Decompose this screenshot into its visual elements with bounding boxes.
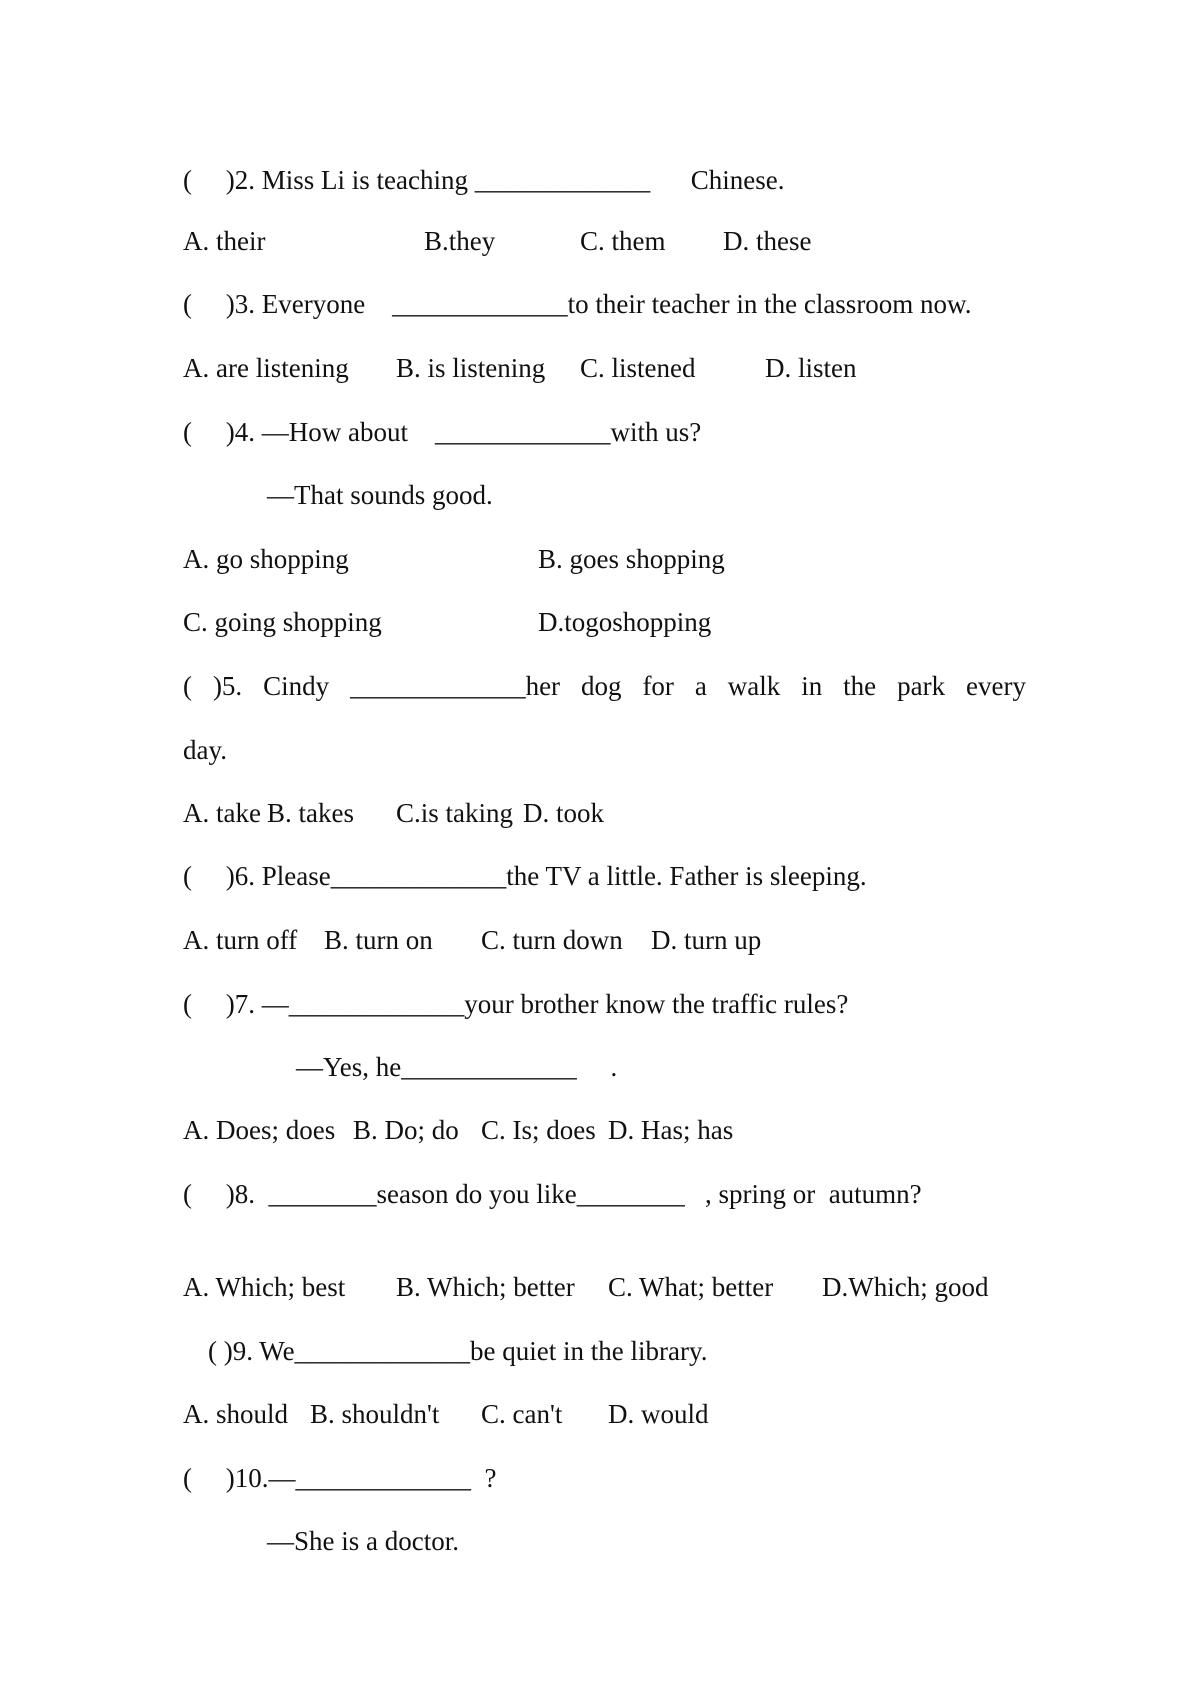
question-10-stem: ( )10.—_____________ ? [183,1463,497,1493]
question-2-option-d: D. these [723,226,812,256]
question-5-option-c: C.is taking [396,798,514,828]
question-8-stem: ( )8. ________season do you like________ , spring or autumn? [183,1179,922,1209]
question-6-option-d: D. turn up [651,925,762,955]
question-5-option-b: B. takes [267,798,354,828]
question-9-option-a: A. should [183,1399,289,1429]
question-6-stem: ( )6. Please_____________the TV a little. Father is sleeping. [183,861,867,891]
question-2-option-c: C. them [580,226,666,256]
question-5-word: walk [727,671,781,701]
question-6-option-a: A. turn off [183,925,298,955]
question-3-option-d: D. listen [765,353,857,383]
question-7-stem: ( )7. —_____________your brother know the traffic rules? [183,989,849,1019]
question-5-word: a [694,671,707,701]
question-8-option-a: A. Which; best [183,1272,346,1302]
question-4-option-a: A. go shopping [183,544,349,574]
question-2-stem: ( )2. Miss Li is teaching _____________ Chinese. [183,165,785,195]
question-3-option-c: C. listened [580,353,696,383]
question-9-option-c: C. can't [481,1399,563,1429]
question-5-word: )5. [212,671,243,701]
question-5-stem [183,669,1026,703]
question-5-word: dog [581,671,622,701]
question-4-option-d: D.togoshopping [538,607,712,637]
question-5-word: the [843,671,877,701]
question-5-word: Cindy [263,671,330,701]
question-4-option-b: B. goes shopping [538,544,725,574]
question-5-word: for [642,671,674,701]
question-7-option-b: B. Do; do [353,1115,459,1145]
question-7-option-c: C. Is; does [481,1115,596,1145]
question-5-word: every [966,671,1026,701]
question-9-option-b: B. shouldn't [310,1399,440,1429]
question-3-option-a: A. are listening [183,353,349,383]
question-9-option-d: D. would [608,1399,709,1429]
question-4-option-c: C. going shopping [183,607,382,637]
question-7-option-d: D. Has; has [608,1115,734,1145]
question-10-reply: —She is a doctor. [267,1526,459,1556]
question-6-option-b: B. turn on [324,925,433,955]
question-4-reply: —That sounds good. [267,480,493,510]
question-8-option-b: B. Which; better [396,1272,575,1302]
question-2-option-a: A. their [183,226,266,256]
question-5-word: park [897,671,946,701]
question-9-stem: ( )9. We_____________be quiet in the library. [208,1336,708,1366]
question-5-option-d: D. took [523,798,604,828]
question-4-stem: ( )4. —How about _____________with us? [183,417,702,447]
question-5-option-a: A. take [183,798,261,828]
question-5-word: ( [183,671,192,701]
question-5-stem-end: day. [183,735,227,765]
question-2-option-b: B.they [424,226,496,256]
question-8-option-c: C. What; better [608,1272,774,1302]
question-5-word: in [801,671,823,701]
question-6-option-c: C. turn down [481,925,623,955]
question-7-option-a: A. Does; does [183,1115,336,1145]
question-3-stem: ( )3. Everyone _____________to their teacher in the classroom now. [183,289,972,319]
question-8-option-d: D.Which; good [822,1272,989,1302]
question-7-reply: —Yes, he_____________ . [296,1052,618,1082]
question-5-word: _____________her [350,671,561,701]
question-3-option-b: B. is listening [396,353,546,383]
